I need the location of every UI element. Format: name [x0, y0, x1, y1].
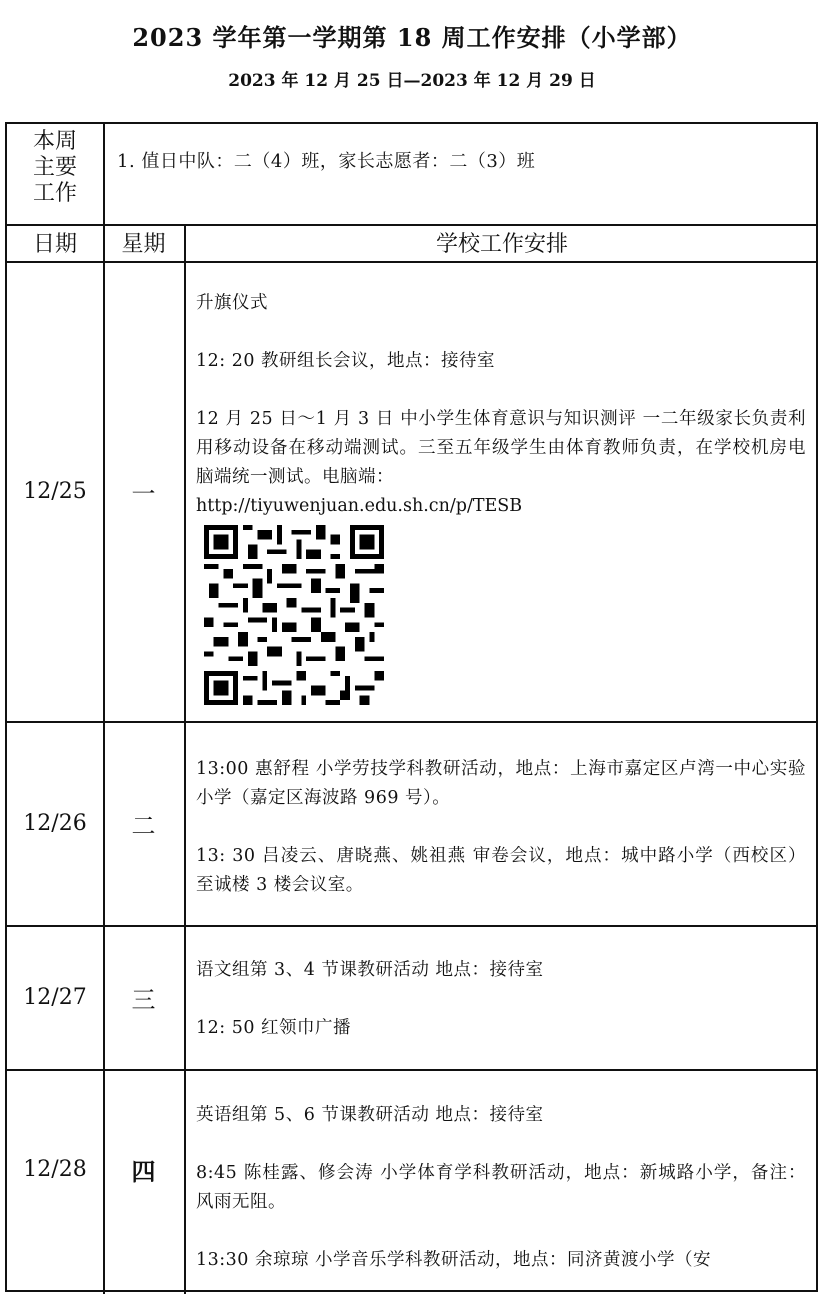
day-weekday: 一	[131, 479, 156, 508]
schedule-item: 13:00 惠舒程 小学劳技学科教研活动，地点：上海市嘉定区卢湾一中心实验小学（嘉定区海波路 969 号）。	[196, 759, 806, 808]
column-header-schedule: 学校工作安排	[435, 232, 568, 257]
main-work-label-line: 工作	[32, 181, 77, 206]
page-title: 2023 学年第一学期第 18 周工作安排（小学部）	[132, 23, 692, 52]
column-header-date: 日期	[32, 232, 77, 257]
day-schedule	[186, 289, 818, 705]
day-schedule	[186, 755, 818, 929]
schedule-item: 升旗仪式	[196, 293, 268, 313]
schedule-item: 13: 30 吕凌云、唐晓燕、姚祖燕 审卷会议，地点：城中路小学（西校区）至诚楼 3 楼会议室。	[196, 846, 806, 895]
main-work-label-line: 本周	[32, 129, 77, 154]
main-work-label-line: 主要	[32, 155, 77, 180]
schedule-item: 英语组第 5、6 节课教研活动 地点：接待室	[196, 1105, 544, 1125]
day-weekday: 三	[131, 985, 156, 1014]
schedule-item: 语文组第 3、4 节课教研活动 地点：接待室	[196, 960, 544, 980]
day-date: 12/27	[23, 984, 87, 1010]
main-work-text: 1. 值日中队：二（4）班，家长志愿者：二（3）班	[117, 151, 536, 172]
day-weekday: 四	[131, 1156, 156, 1186]
day-date: 12/28	[23, 1156, 87, 1182]
date-range: 2023 年 12 月 25 日—2023 年 12 月 29 日	[228, 71, 596, 91]
main-work-label	[7, 124, 103, 224]
schedule-table	[5, 122, 818, 1292]
schedule-item: 12: 50 红领巾广播	[196, 1018, 352, 1038]
day-schedule	[186, 956, 818, 1072]
day-weekday: 二	[131, 811, 156, 840]
day-date: 12/25	[23, 478, 87, 504]
table-divider	[103, 124, 105, 224]
schedule-item: 13:30 余琼琼 小学音乐学科教研活动，地点：同济黄渡小学（安	[196, 1250, 712, 1270]
qr-code-icon	[204, 525, 384, 705]
day-date: 12/26	[23, 810, 87, 836]
survey-url[interactable]: http://tiyuwenjuan.edu.sh.cn/p/TESB	[196, 496, 523, 516]
day-schedule	[186, 1101, 818, 1304]
column-header-weekday: 星期	[121, 232, 166, 257]
schedule-item: 12: 20 教研组长会议，地点：接待室	[196, 351, 496, 371]
schedule-item: 12 月 25 日～1 月 3 日 中小学生体育意识与知识测评 一二年级家长负责利用移动设备在移动端测试。三至五年级学生由体育教师负责，在学校机房电脑端统一测试。电脑端：	[196, 409, 806, 487]
schedule-item: 8:45 陈桂露、修会涛 小学体育学科教研活动，地点：新城路小学，备注：风雨无阻。	[196, 1163, 806, 1212]
